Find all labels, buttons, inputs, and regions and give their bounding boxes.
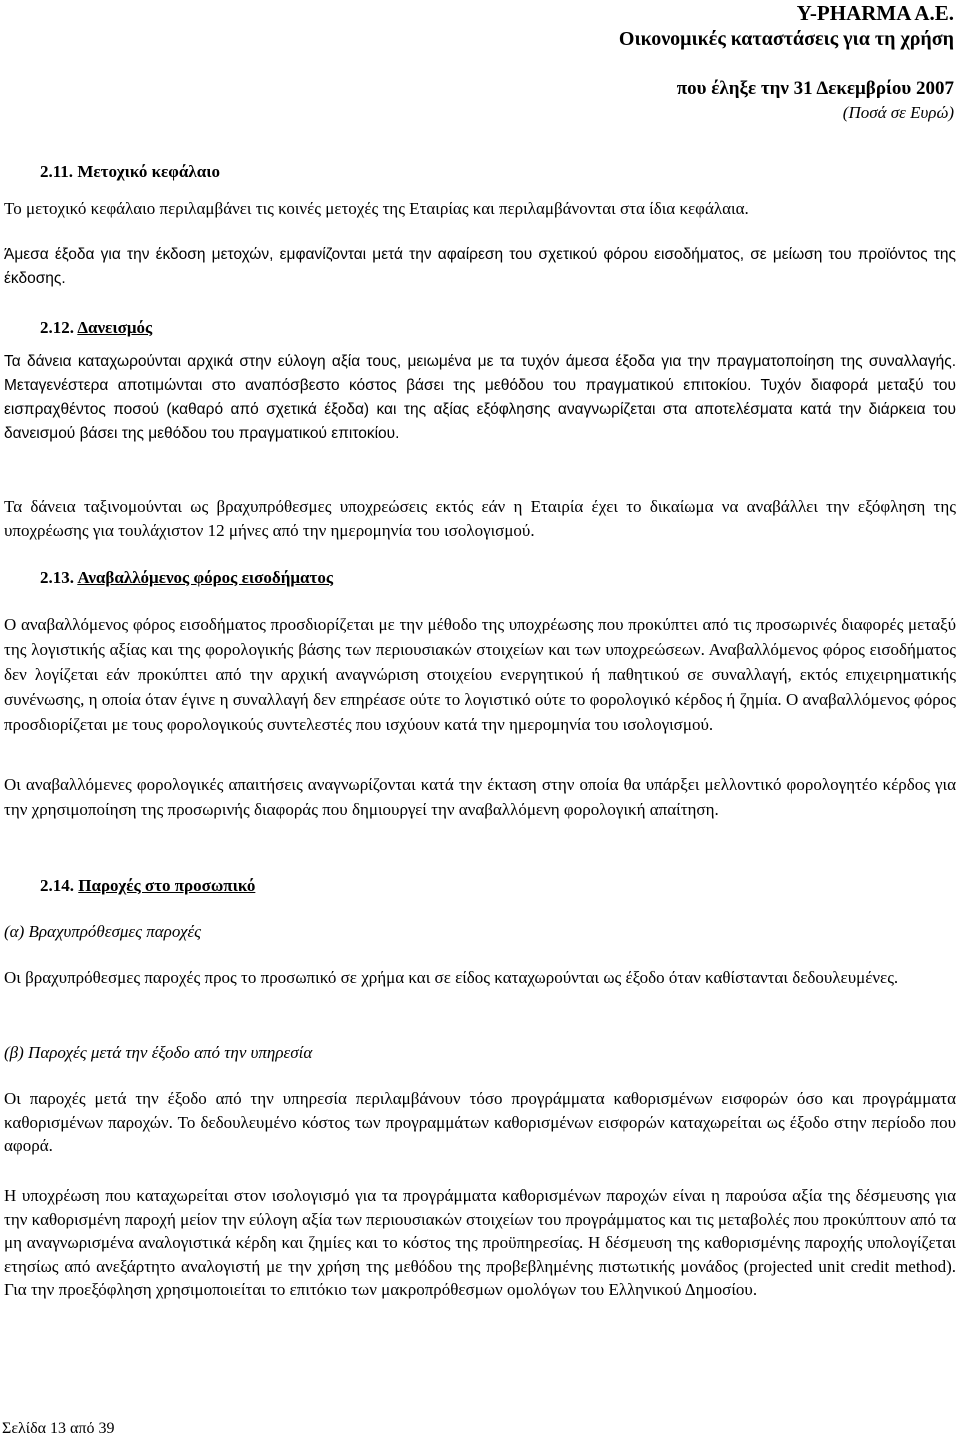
section-number: 2.12.	[40, 318, 74, 337]
paragraph: Ο αναβαλλόμενος φόρος εισοδήματος προσδιορίζεται με την μέθοδο της υποχρέωσης που προκύπτει από τις προσωρινές διαφορές μεταξύ της λογιστικής αξίας και της φορολογικής βάσης των περιουσιακών στοιχείων και των υποχρεώσεων. Αναβαλλόμενος φόρος εισοδήματος δεν λογίζεται εάν προκύπτει από την αρχική αναγνώριση στοιχείου ενεργητικού ή παθητικού σε συναλλαγή, εκτός επιχειρηματικής συνένωσης, η οποία όταν έγινε η συναλλαγή δεν επηρέασε ούτε το λογιστικό ούτε το φορολογικό κέρδος ή ζημία. Ο αναβαλλόμενος φόρος προσδιορίζεται με τους φορολογικούς συντελεστές που ισχύουν κατά την ημερομηνία του ισολογισμού.	[4, 615, 956, 734]
subheading-post-employment-benefits: (β) Παροχές μετά την έξοδο από την υπηρεσία	[4, 1043, 313, 1062]
paragraph: Οι βραχυπρόθεσμες παροχές προς το προσωπικό σε χρήμα και σε είδος καταχωρούνται ως έξοδο όταν καθίστανται δεδουλευμένες.	[4, 968, 899, 987]
section-number: 2.13.	[40, 568, 74, 587]
paragraph: Τα δάνεια ταξινομούνται ως βραχυπρόθεσμες υποχρεώσεις εκτός εάν η Εταιρία έχει το δικαίωμα να αναβάλλει την εξόφληση της υποχρέωσης για τουλάχιστον 12 μήνες από την ημερομηνία του ισολογισμού.	[4, 497, 956, 540]
paragraph: Οι παροχές μετά την έξοδο από την υπηρεσία περιλαμβάνουν τόσο προγράμματα καθορισμένων εισφορών όσο και προγράμματα καθορισμένων παροχών. Το δεδουλευμένο κόστος των προγραμμάτων καθορισμένων εισφορών καταχωρείται ως έξοδο στην περίοδο που αφορά.	[4, 1089, 956, 1155]
report-period: που έληξε την 31 Δεκεμβρίου 2007	[676, 78, 954, 99]
company-name: Y-PHARMA A.E.	[796, 1, 954, 25]
section-heading-2-12	[40, 316, 152, 340]
section-number: 2.14.	[40, 876, 74, 895]
subheading-short-term-benefits: (α) Βραχυπρόθεσμες παροχές	[4, 922, 202, 941]
section-heading-2-14	[40, 874, 255, 898]
paragraph: Τα δάνεια καταχωρούνται αρχικά στην εύλογη αξία τους, μειωμένα με τα τυχόν άμεσα έξοδα για την πραγματοποίηση της συναλλαγής. Μεταγενέστερα αποτιμώνται στο αναπόσβεστο κόστος βάσει της μεθόδου του πραγματικού επιτοκίου. Τυχόν διαφορά μεταξύ του εισπραχθέντος ποσού (καθαρό από σχετικά έξοδα) και της αξίας εξόφλησης αναγνωρίζεται στα αποτελέσματα κατά την διάρκεια του δανεισμού βάσει της μεθόδου του πραγματικού επιτοκίου.	[4, 353, 956, 442]
report-title: Οικονομικές καταστάσεις για τη χρήση	[618, 28, 954, 50]
section-title: Παροχές στο προσωπικό	[78, 876, 256, 895]
paragraph: Η υποχρέωση που καταχωρείται στον ισολογισμό για τα προγράμματα καθορισμένων παροχών είναι η παρούσα αξία της δέσμευσης για την καθορισμένη παροχή μείον την εύλογη αξία των περιουσιακών στοιχείων του προγράμματος και τις μεταβολές που προκύπτουν από τα μη αναγνωρισμένα αναλογιστικά κέρδη και ζημίες και το κόστος της προϋπηρεσίας. Η δέσμευση της καθορισμένης παροχής υπολογίζεται ετησίως από ανεξάρτητο αναλογιστή με την χρήση της μεθόδου της προβεβλημένης πιστωτικής μονάδος (projected unit credit method). Για την προεξόφληση χρησιμοποιείται το επιτόκιο των μακροπρόθεσμων ομολόγων του Ελληνικού Δημοσίου.	[4, 1186, 956, 1299]
currency-note: (Ποσά σε Ευρώ)	[842, 103, 954, 122]
page-number: Σελίδα 13 από 39	[2, 1420, 115, 1437]
paragraph: Το μετοχικό κεφάλαιο περιλαμβάνει τις κοινές μετοχές της Εταιρίας και περιλαμβάνονται στα ίδια κεφάλαια.	[4, 199, 749, 218]
paragraph: Οι αναβαλλόμενες φορολογικές απαιτήσεις αναγνωρίζονται κατά την έκταση στην οποία θα υπάρξει μελλοντικό φορολογητέο κέρδος για την χρησιμοποίηση της προσωρινής διαφοράς που δημιουργεί την αναβαλλόμενη φορολογική απαίτηση.	[4, 775, 956, 819]
section-heading-2-13	[40, 566, 333, 590]
section-title: Αναβαλλόμενος φόρος εισοδήματος	[77, 568, 333, 587]
section-heading-2-11	[40, 160, 220, 184]
section-number: 2.11.	[40, 162, 74, 181]
paragraph: Άμεσα έξοδα για την έκδοση μετοχών, εμφανίζονται μετά την αφαίρεση του σχετικού φόρου εισοδήματος, σε μείωση του προϊόντος της έκδοσης.	[4, 246, 956, 287]
section-title: Δανεισμός	[77, 318, 153, 337]
section-title: Μετοχικό κεφάλαιο	[77, 162, 220, 181]
